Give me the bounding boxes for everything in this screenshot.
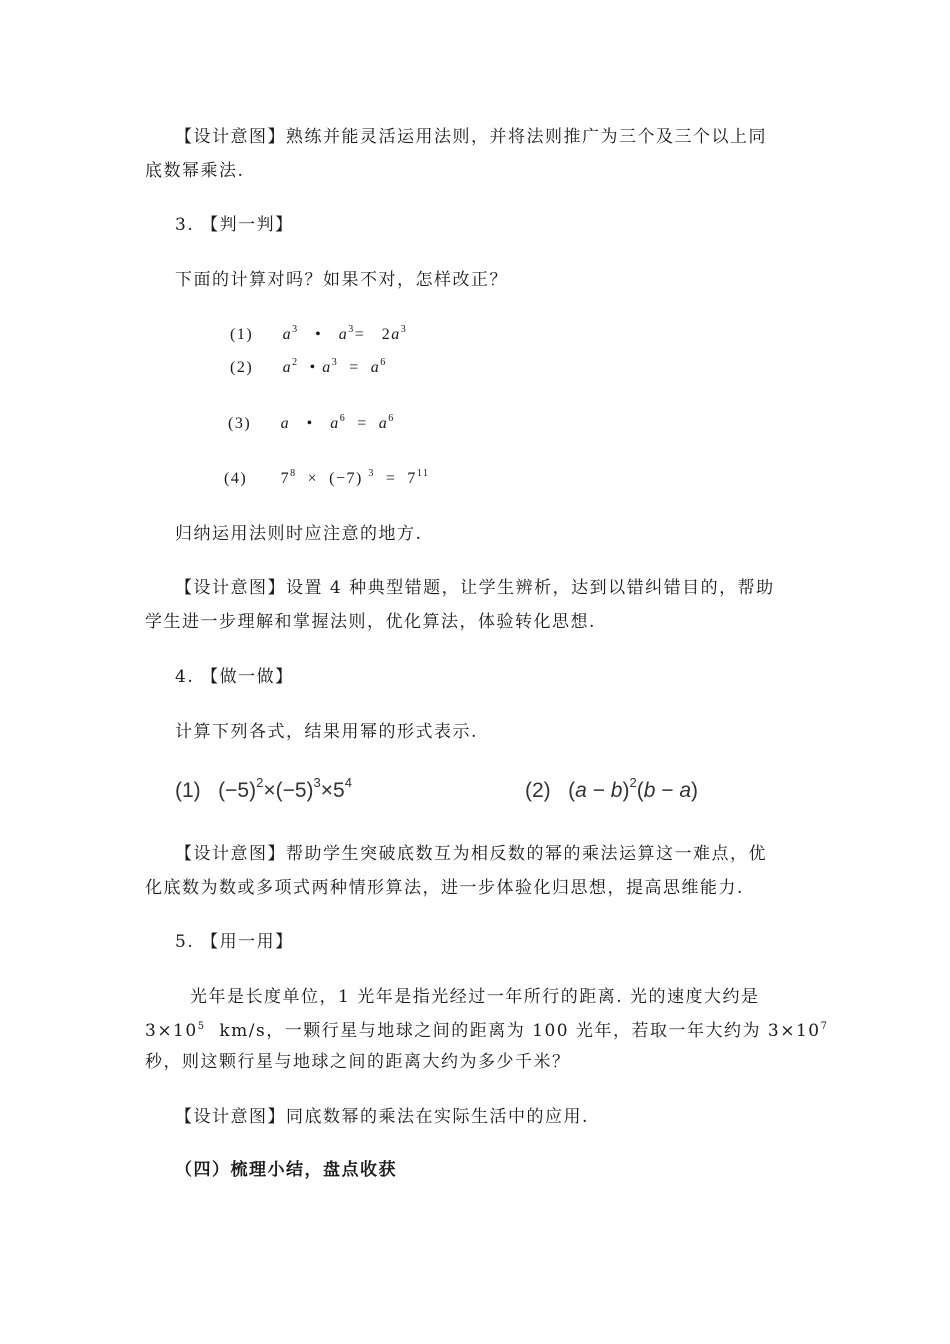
section-5-text-line-2: $3\times 10^5$ km/s，一颗行星与地球之间的距离为 100 光年，若取一年大约为 $3\times 10^7$: [145, 1021, 829, 1041]
section-5-text-line-1: 光年是长度单位，1 光年是指光经过一年所行的距离. 光的速度大约是: [190, 987, 760, 1007]
judge-item-1: (1) $a^3$ • $a^3= 2a^3$: [230, 324, 408, 343]
section-5-heading: 5. 【用一用】: [175, 932, 294, 952]
judge-item-2: (2) $a^2$ • $a^3 = a^6$: [230, 357, 387, 376]
design-intent-4-line-1: 【设计意图】帮助学生突破底数互为相反数的幂的乘法运算这一难点，优: [175, 844, 767, 864]
section-5-text-line-3: 秒，则这颗行星与地球之间的距离大约为多少千米？: [145, 1052, 571, 1072]
judge-item-3-label: (3): [228, 415, 252, 432]
judge-item-2-label: (2): [230, 359, 254, 376]
section-four-heading: （四）梳理小结，盘点收获: [175, 1160, 397, 1180]
section-3-summary: 归纳运用法则时应注意的地方.: [175, 524, 423, 544]
section-4-heading: 4. 【做一做】: [175, 667, 294, 687]
exercise-2: (2) $(a - b)^2(b - a)$: [525, 775, 699, 802]
judge-item-3: (3) a • $a^6 = a^6$: [228, 413, 395, 432]
section-4-instruction: 计算下列各式，结果用幂的形式表示.: [175, 722, 478, 742]
design-intent-4-line-2: 化底数为数或多项式两种情形算法，进一步体验化归思想，提高思维能力.: [145, 878, 744, 898]
design-intent-3-line-2: 学生进一步理解和掌握法则，优化算法，体验转化思想.: [145, 612, 596, 632]
judge-item-4: (4) $7^8 \times (-7) ^3 = 7^{11}$: [224, 468, 430, 487]
design-intent-1-line-2: 底数幂乘法.: [145, 161, 245, 181]
design-intent-1-line-1: 【设计意图】熟练并能灵活运用法则，并将法则推广为三个及三个以上同: [175, 127, 767, 147]
section-3-heading: 3. 【判一判】: [175, 215, 294, 235]
exercise-1-label: (1): [175, 779, 201, 802]
exercise-1: (1) $(-5)^2\times(-5)^3\times 5^4$: [175, 775, 352, 802]
section-3-question: 下面的计算对吗？如果不对，怎样改正？: [175, 270, 508, 290]
design-intent-3-line-1: 【设计意图】设置 4 种典型错题，让学生辨析，达到以错纠错目的，帮助: [175, 578, 775, 598]
exercise-2-label: (2): [525, 779, 551, 802]
judge-item-4-label: (4): [224, 470, 248, 487]
design-intent-5: 【设计意图】同底数幂的乘法在实际生活中的应用.: [175, 1107, 589, 1127]
judge-item-1-label: (1): [230, 326, 254, 343]
